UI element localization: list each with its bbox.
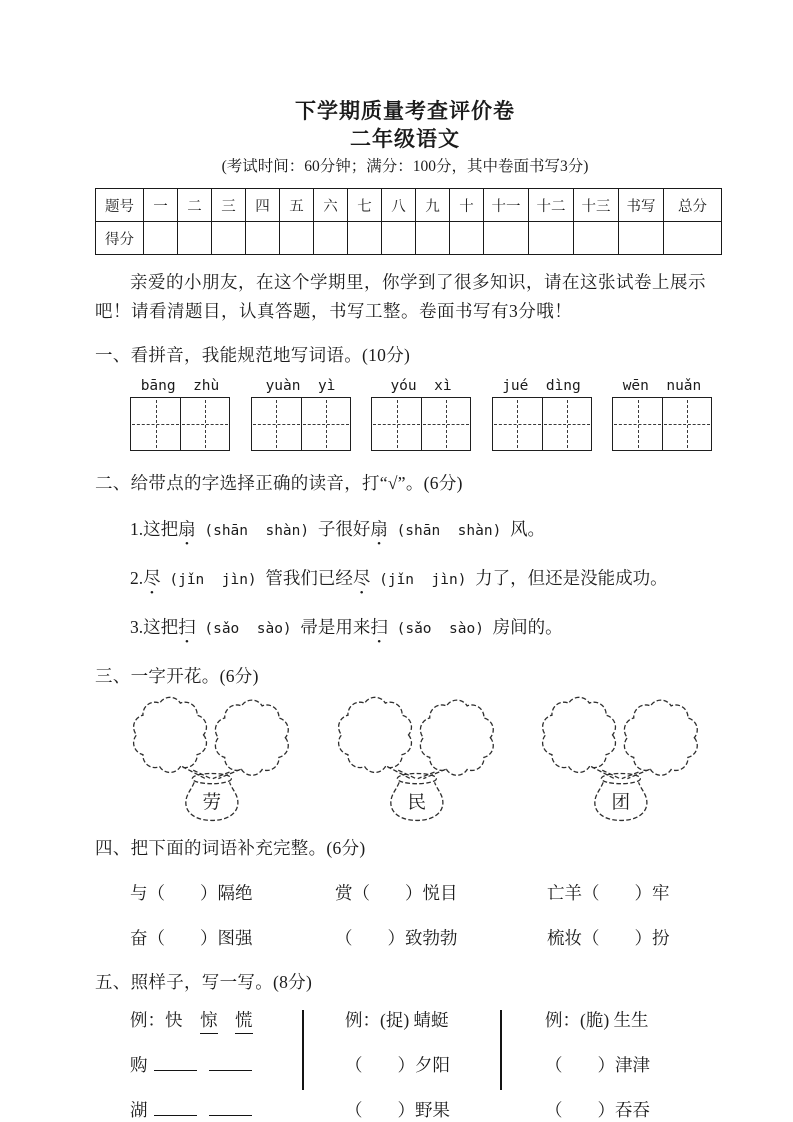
score-blank-cell xyxy=(484,222,529,255)
score-table-cell: 一 xyxy=(144,189,178,222)
dotted-character: 扇 xyxy=(178,519,196,539)
pinyin-choices: (sǎo sào) xyxy=(387,621,493,637)
section-4-complete-words xyxy=(95,836,715,950)
answer-blank xyxy=(209,1054,252,1072)
writing-grid xyxy=(251,397,351,451)
pinyin-choices: (sǎo sào) xyxy=(195,621,301,637)
word-blank-item: 亡羊（ ）牢 xyxy=(547,883,670,903)
writing-grid-cell xyxy=(542,398,591,450)
pinyin-labels-row xyxy=(130,378,712,394)
score-table-cell: 十 xyxy=(450,189,484,222)
score-table-cell: 二 xyxy=(178,189,212,222)
pinyin-choices: (jǐn jìn) xyxy=(160,572,266,588)
underlined-character: 惊 xyxy=(200,1010,218,1034)
pinyin-word: wēn nuǎn xyxy=(622,378,702,394)
score-table-cell: 八 xyxy=(382,189,416,222)
section-2-item-3 xyxy=(130,614,715,642)
score-table-cell: 总分 xyxy=(664,189,722,222)
pinyin-word: bāng zhù xyxy=(140,378,220,394)
pot-character: 团 xyxy=(611,792,631,814)
text-segment: 3.这把 xyxy=(130,617,179,637)
answer-blank xyxy=(154,1054,197,1072)
score-table-cell: 三 xyxy=(212,189,246,222)
score-blank-cell xyxy=(664,222,722,255)
underlined-character: 慌 xyxy=(235,1010,253,1034)
section-2-choose-pronunciation xyxy=(95,471,715,642)
dotted-character: 尽 xyxy=(352,568,371,588)
section-4-heading: 四、把下面的词语补充完整。(6分) xyxy=(95,838,366,858)
score-table-cell: 书写 xyxy=(619,189,664,222)
score-table-cell: 七 xyxy=(348,189,382,222)
radical-char: 湖 xyxy=(130,1100,148,1120)
flower-petal-shape xyxy=(338,697,411,772)
dotted-character: 尽 xyxy=(143,568,161,588)
section-5-column-2 xyxy=(345,1008,510,1122)
exam-subtitle: 二年级语文 xyxy=(350,128,460,151)
pinyin-choices: (shān shàn) xyxy=(387,523,511,539)
writing-grid xyxy=(371,397,471,451)
pinyin-choices: (jǐn jìn) xyxy=(370,572,476,588)
score-blank-cell xyxy=(529,222,574,255)
text-segment: 力了，但还是没能成功。 xyxy=(475,568,668,588)
section-5-heading: 五、照样子，写一写。(8分) xyxy=(95,972,313,992)
flower-petal-shape xyxy=(624,700,697,775)
score-table-cell: 四 xyxy=(246,189,280,222)
score-blank-cell xyxy=(619,222,664,255)
dotted-character: 扇 xyxy=(370,519,388,539)
writing-grid-row xyxy=(130,397,712,451)
section-2-heading: 二、给带点的字选择正确的读音，打“√”。(6分) xyxy=(95,473,463,493)
score-table-cell: 十二 xyxy=(529,189,574,222)
word-blank-item: 与（ ）隔绝 xyxy=(130,883,253,903)
writing-grid-cell xyxy=(301,398,350,450)
pinyin-word: yuàn yì xyxy=(265,378,336,394)
dotted-character: 扫 xyxy=(370,617,388,637)
writing-grid xyxy=(612,397,712,451)
text-segment: 管我们已经 xyxy=(265,568,353,588)
writing-grid-cell xyxy=(372,398,421,450)
answer-blank xyxy=(209,1099,252,1117)
word-blank-item: 奋（ ）图强 xyxy=(130,928,253,948)
exam-info-line: (考试时间：60分钟；满分：100分，其中卷面书写3分) xyxy=(221,158,589,175)
answer-row xyxy=(130,1053,310,1078)
text-segment: 风。 xyxy=(510,519,546,539)
text-segment: 例：快 xyxy=(130,1010,200,1030)
word-blank-item: 梳妆（ ）扮 xyxy=(547,928,670,948)
text-segment: 房间的。 xyxy=(492,617,563,637)
flower-diagram xyxy=(322,694,508,826)
section-3-heading: 三、一字开花。(6分) xyxy=(95,666,259,686)
score-table-cell: 十一 xyxy=(484,189,529,222)
example-row: 例：(脆) 生生 xyxy=(545,1010,649,1030)
exam-title: 下学期质量考查评价卷 xyxy=(295,100,515,123)
section-5-column-3 xyxy=(545,1008,720,1122)
answer-blank xyxy=(154,1099,197,1117)
score-blank-cell xyxy=(348,222,382,255)
score-blank-cell xyxy=(212,222,246,255)
score-table-cell: 六 xyxy=(314,189,348,222)
flower-diagrams-row xyxy=(117,694,712,826)
pinyin-word: jué dìng xyxy=(502,378,581,394)
score-blank-cell xyxy=(280,222,314,255)
text-segment xyxy=(218,1010,236,1030)
writing-grid xyxy=(492,397,592,451)
text-segment: 2. xyxy=(130,568,144,588)
text-segment: 帚是用来 xyxy=(300,617,371,637)
section-1-pinyin-writing xyxy=(95,343,715,451)
pinyin-choices: (shān shàn) xyxy=(195,523,318,539)
writing-grid-cell xyxy=(180,398,229,450)
writing-grid-cell xyxy=(252,398,301,450)
section-4-row xyxy=(95,881,717,905)
score-table xyxy=(95,188,722,255)
score-table-header-row xyxy=(96,189,722,222)
intro-paragraph: 亲爱的小朋友，在这个学期里，你学到了很多知识，请在这张试卷上展示吧！请看清题目，认真答题，书写工整。卷面书写有3分哦！ xyxy=(95,272,706,321)
score-table-cell: 五 xyxy=(280,189,314,222)
section-1-heading: 一、看拼音，我能规范地写词语。(10分) xyxy=(95,345,411,365)
section-4-row xyxy=(95,926,717,950)
writing-grid-cell xyxy=(493,398,542,450)
text-segment: 子很好 xyxy=(317,519,371,539)
score-row-label: 得分 xyxy=(96,222,144,255)
score-table-cell: 十三 xyxy=(574,189,619,222)
writing-grid-cell xyxy=(131,398,180,450)
flower-petal-shape xyxy=(543,697,616,772)
writing-grid xyxy=(130,397,230,451)
score-blank-cell xyxy=(144,222,178,255)
answer-row: （ ）吞吞 xyxy=(545,1100,650,1120)
flower-diagram xyxy=(526,694,712,826)
example-row: 例：(捉) 蜻蜓 xyxy=(345,1010,449,1030)
answer-row xyxy=(130,1098,310,1122)
score-blank-cell xyxy=(382,222,416,255)
score-table-cell: 题号 xyxy=(96,189,144,222)
section-2-item-2 xyxy=(130,565,715,593)
score-blank-cell xyxy=(314,222,348,255)
section-5-columns xyxy=(95,1008,735,1122)
writing-grid-cell xyxy=(421,398,470,450)
score-table-cell: 九 xyxy=(416,189,450,222)
section-4-grid xyxy=(95,881,717,950)
section-2-item-1 xyxy=(130,516,715,544)
pinyin-word: yóu xì xyxy=(390,378,452,394)
example-row xyxy=(130,1008,310,1033)
radical-char: 购 xyxy=(130,1055,148,1075)
writing-grid-cell xyxy=(662,398,711,450)
answer-row: （ ）野果 xyxy=(345,1100,450,1120)
score-blank-cell xyxy=(574,222,619,255)
answer-row: （ ）津津 xyxy=(545,1055,650,1075)
score-blank-cell xyxy=(246,222,280,255)
word-blank-item: （ ）致勃勃 xyxy=(335,928,458,948)
section-3-word-flower xyxy=(95,664,715,826)
flower-petal-shape xyxy=(134,697,207,772)
flower-diagram xyxy=(117,694,303,826)
word-blank-item: 赏（ ）悦目 xyxy=(335,883,458,903)
answer-row: （ ）夕阳 xyxy=(345,1055,450,1075)
pot-character: 劳 xyxy=(202,792,222,814)
score-blank-cell xyxy=(178,222,212,255)
writing-grid-cell xyxy=(613,398,662,450)
section-5-follow-example xyxy=(95,970,715,1122)
dotted-character: 扫 xyxy=(178,617,196,637)
text-segment: 1.这把 xyxy=(130,519,179,539)
pot-character: 民 xyxy=(407,792,426,814)
flower-petal-shape xyxy=(420,700,493,775)
score-blank-cell xyxy=(416,222,450,255)
score-table-score-row xyxy=(96,222,722,255)
section-5-column-1 xyxy=(130,1008,310,1122)
flower-petal-shape xyxy=(215,700,288,775)
score-blank-cell xyxy=(450,222,484,255)
